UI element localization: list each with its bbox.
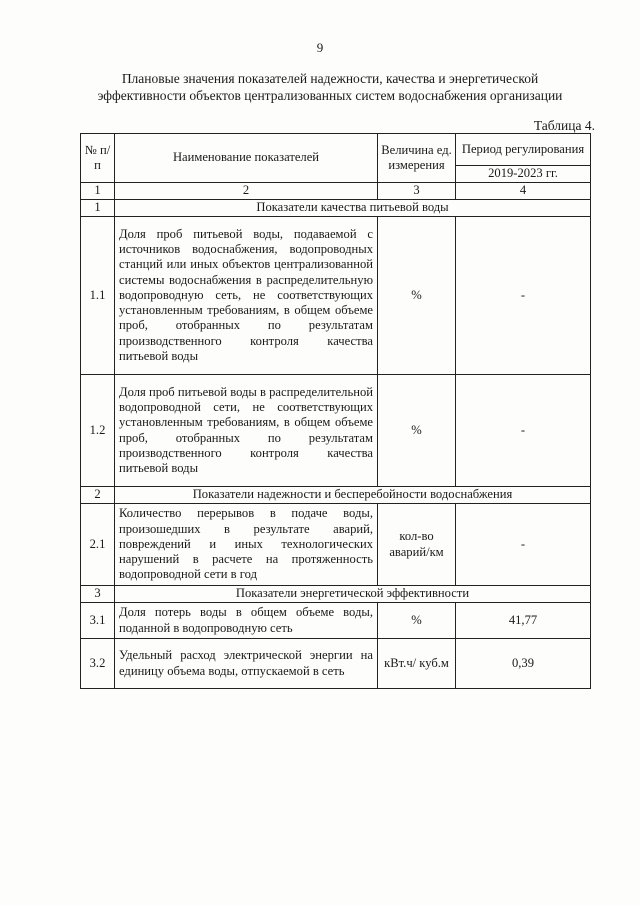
row-num: 3.2 bbox=[81, 639, 115, 689]
col-number: 4 bbox=[456, 183, 591, 200]
header-row bbox=[81, 134, 591, 166]
title-line: эффективности объектов централизованных систем водоснабжения организации bbox=[97, 88, 563, 103]
row-num: 1.1 bbox=[81, 217, 115, 375]
header-period: Период регулирования bbox=[456, 134, 591, 166]
section-num: 3 bbox=[81, 586, 115, 603]
section-row bbox=[81, 586, 591, 603]
indicators-table bbox=[80, 133, 591, 689]
document-title bbox=[60, 70, 600, 104]
section-num: 2 bbox=[81, 487, 115, 504]
row-value: 41,77 bbox=[456, 603, 591, 639]
row-name: Удельный расход электрической энергии на единицу объема воды, отпускаемой в сеть bbox=[115, 639, 378, 689]
row-value: 0,39 bbox=[456, 639, 591, 689]
row-num: 2.1 bbox=[81, 504, 115, 586]
row-unit: % bbox=[378, 375, 456, 487]
row-unit: % bbox=[378, 217, 456, 375]
table-row bbox=[81, 375, 591, 487]
header-unit: Величина ед. измерения bbox=[378, 134, 456, 183]
row-unit: % bbox=[378, 603, 456, 639]
row-name: Доля потерь воды в общем объеме воды, поданной в водопроводную сеть bbox=[115, 603, 378, 639]
table-row bbox=[81, 639, 591, 689]
table-row bbox=[81, 217, 591, 375]
row-name: Доля проб питьевой воды в распределительной водопроводной сети, не соответствующих установленным требованиям, в общем объеме проб, отобранных по результатам производственного контроля качества питьевой воды bbox=[115, 375, 378, 487]
section-row bbox=[81, 200, 591, 217]
header-period-years: 2019-2023 гг. bbox=[456, 166, 591, 183]
section-row bbox=[81, 487, 591, 504]
table-row bbox=[81, 603, 591, 639]
row-value: - bbox=[456, 375, 591, 487]
section-title: Показатели надежности и бесперебойности водоснабжения bbox=[115, 487, 591, 504]
table-caption: Таблица 4. bbox=[533, 118, 595, 133]
col-number: 2 bbox=[115, 183, 378, 200]
row-name: Доля проб питьевой воды, подаваемой с источников водоснабжения, водопроводных станций или иных объектов централизованной системы водоснабжения в распределительную водопроводную сеть, не соответствующих установленным требованиям, в общем объеме проб, отобранных по результатам производственного контроля качества питьевой воды bbox=[115, 217, 378, 375]
row-name: Количество перерывов в подаче воды, произошедших в результате аварий, повреждений и иных технологических нарушений в расчете на протяженность водопроводной сети в год bbox=[115, 504, 378, 586]
row-value: - bbox=[456, 504, 591, 586]
header-num: № п/п bbox=[81, 134, 115, 183]
column-numbers-row bbox=[81, 183, 591, 200]
col-number: 1 bbox=[81, 183, 115, 200]
table-row bbox=[81, 504, 591, 586]
header-name: Наименование показателей bbox=[115, 134, 378, 183]
row-unit: кВт.ч/ куб.м bbox=[378, 639, 456, 689]
title-line: Плановые значения показателей надежности, качества и энергетической bbox=[121, 71, 539, 86]
section-num: 1 bbox=[81, 200, 115, 217]
row-num: 1.2 bbox=[81, 375, 115, 487]
row-num: 3.1 bbox=[81, 603, 115, 639]
row-unit: кол-во аварий/км bbox=[378, 504, 456, 586]
col-number: 3 bbox=[378, 183, 456, 200]
row-value: - bbox=[456, 217, 591, 375]
section-title: Показатели качества питьевой воды bbox=[115, 200, 591, 217]
page-number: 9 bbox=[316, 40, 324, 55]
section-title: Показатели энергетической эффективности bbox=[115, 586, 591, 603]
